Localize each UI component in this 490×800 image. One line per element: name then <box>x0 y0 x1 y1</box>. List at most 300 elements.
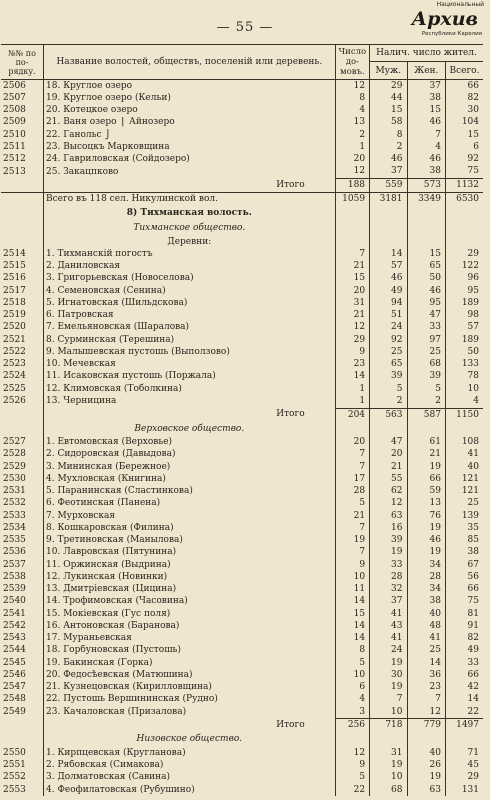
subsection-title: Верховское общество. <box>44 422 336 437</box>
total-count: 35 <box>445 522 483 534</box>
row-number: 2548 <box>3 694 26 705</box>
total-count: 75 <box>445 596 483 608</box>
blank-cell <box>407 422 445 437</box>
houses-count: 14 <box>335 371 369 383</box>
settlement-name: 5. Игнатовская (Шильдскова) <box>44 297 336 309</box>
total-count: 45 <box>445 760 483 772</box>
houses-count: 14 <box>335 620 369 632</box>
total-count: 81 <box>445 608 483 620</box>
subsection-title: Деревни: <box>44 236 336 248</box>
row-number: 2531 <box>3 486 26 497</box>
male-count: 39 <box>370 371 407 383</box>
houses-count: 6 <box>335 682 369 694</box>
settlement-name: 11. Исаковская пустошь (Поржала) <box>44 371 336 383</box>
total-count: 1150 <box>445 408 483 422</box>
total-count: 95 <box>445 285 483 297</box>
row-number: 2519 <box>3 310 26 321</box>
volost-total-label: Всего въ 118 сел. Никулинской вол. <box>44 193 336 207</box>
table-row <box>1 669 483 681</box>
table-row <box>1 682 483 694</box>
female-count: 41 <box>407 633 445 645</box>
male-count: 19 <box>370 682 407 694</box>
row-number: 2553 <box>3 784 26 795</box>
settlement-name: 24. Гавриловская (Сойдозеро) <box>44 154 336 166</box>
blank-cell <box>1 422 44 437</box>
row-number: 2537 <box>3 559 26 570</box>
table-row <box>1 395 483 408</box>
houses-count: 2 <box>335 129 369 141</box>
female-count: 95 <box>407 297 445 309</box>
total-count: 108 <box>445 437 483 449</box>
settlement-name: 15. Мокіевская (Гус поля) <box>44 608 336 620</box>
settlement-name: 19. Бакинская (Горка) <box>44 657 336 669</box>
houses-count: 5 <box>335 772 369 784</box>
row-number: 2527 <box>3 437 26 448</box>
houses-count: 4 <box>335 105 369 117</box>
male-count: 19 <box>370 547 407 559</box>
row-number: 2517 <box>3 285 26 296</box>
houses-count: 1 <box>335 141 369 153</box>
table-row <box>1 334 483 346</box>
houses-count: 20 <box>335 437 369 449</box>
male-count: 24 <box>370 322 407 334</box>
houses-count: 1059 <box>335 193 369 207</box>
female-count: 23 <box>407 682 445 694</box>
total-count: 30 <box>445 105 483 117</box>
total-count: 14 <box>445 694 483 706</box>
total-count: 133 <box>445 359 483 371</box>
female-count: 25 <box>407 645 445 657</box>
female-count: 46 <box>407 117 445 129</box>
female-count: 14 <box>407 657 445 669</box>
female-count: 76 <box>407 510 445 522</box>
male-count: 14 <box>370 248 407 260</box>
total-count: 49 <box>445 645 483 657</box>
table-row <box>1 571 483 583</box>
blank-cell <box>335 206 369 221</box>
subsection-title: Тихманское общество. <box>44 221 336 236</box>
settlement-name: 3. Мининская (Бережное) <box>44 461 336 473</box>
female-count: 66 <box>407 473 445 485</box>
total-count: 71 <box>445 747 483 759</box>
settlement-name: 11. Оржинская (Выдрина) <box>44 559 336 571</box>
blank-cell <box>1 221 44 236</box>
subtotal-label: Итого <box>44 179 336 193</box>
houses-count: 188 <box>335 179 369 193</box>
houses-count: 1 <box>335 395 369 408</box>
settlement-name: 12. Лукинская (Новинки) <box>44 571 336 583</box>
table-row <box>1 310 483 322</box>
female-count: 26 <box>407 760 445 772</box>
table-row <box>1 510 483 522</box>
total-count: 75 <box>445 166 483 179</box>
table-row <box>1 486 483 498</box>
houses-count: 22 <box>335 784 369 796</box>
houses-count: 8 <box>335 645 369 657</box>
total-count: 42 <box>445 682 483 694</box>
total-count: 82 <box>445 92 483 104</box>
settlement-name: 17. Мураньевская <box>44 633 336 645</box>
table-row <box>1 141 483 153</box>
houses-count: 17 <box>335 473 369 485</box>
row-number: 2549 <box>3 706 26 717</box>
table-row <box>1 383 483 395</box>
total-count: 6530 <box>445 193 483 207</box>
table-row <box>1 359 483 371</box>
blank-cell <box>445 206 483 221</box>
blank-cell <box>1 236 44 248</box>
male-count: 63 <box>370 510 407 522</box>
female-count: 59 <box>407 486 445 498</box>
section-heading <box>1 206 483 221</box>
row-number: 2533 <box>3 510 26 521</box>
row-number: 2526 <box>3 396 26 407</box>
female-count: 5 <box>407 383 445 395</box>
total-count: 78 <box>445 371 483 383</box>
male-count: 559 <box>370 179 407 193</box>
row-number: 2528 <box>3 449 26 460</box>
female-count: 36 <box>407 669 445 681</box>
female-count: 40 <box>407 608 445 620</box>
settlement-name: 23. Качаловская (Призалова) <box>44 706 336 719</box>
row-number: 2532 <box>3 498 26 509</box>
male-count: 41 <box>370 633 407 645</box>
male-count: 65 <box>370 359 407 371</box>
blank-cell <box>1 408 44 422</box>
female-count: 38 <box>407 166 445 179</box>
blank-cell <box>1 193 44 207</box>
table-row <box>1 371 483 383</box>
blank-cell <box>335 221 369 236</box>
row-number: 2540 <box>3 596 26 607</box>
table-row <box>1 657 483 669</box>
total-count: 56 <box>445 571 483 583</box>
houses-count: 12 <box>335 80 369 93</box>
female-count: 7 <box>407 129 445 141</box>
houses-count: 1 <box>335 383 369 395</box>
table-row <box>1 473 483 485</box>
male-count: 12 <box>370 498 407 510</box>
female-count: 38 <box>407 92 445 104</box>
settlement-name: 22. Пустошь Вершининская (Рудно) <box>44 694 336 706</box>
row-number: 2543 <box>3 633 26 644</box>
total-count: 1132 <box>445 179 483 193</box>
settlement-name: 4. Мухловская (Книгина) <box>44 473 336 485</box>
archive-logo-line1: Национальный <box>436 1 484 8</box>
female-count: 19 <box>407 547 445 559</box>
blank-cell <box>1 719 44 733</box>
female-count: 40 <box>407 747 445 759</box>
female-count: 28 <box>407 571 445 583</box>
houses-count: 21 <box>335 510 369 522</box>
male-count: 58 <box>370 117 407 129</box>
male-count: 37 <box>370 596 407 608</box>
subtotal-row <box>1 179 483 193</box>
female-count: 19 <box>407 522 445 534</box>
blank-cell <box>407 732 445 747</box>
male-count: 5 <box>370 383 407 395</box>
houses-count: 15 <box>335 273 369 285</box>
row-number: 2523 <box>3 359 26 370</box>
houses-count: 20 <box>335 285 369 297</box>
male-count: 46 <box>370 273 407 285</box>
houses-count: 7 <box>335 547 369 559</box>
subsection-heading <box>1 236 483 248</box>
houses-count: 23 <box>335 359 369 371</box>
table-row <box>1 248 483 260</box>
table-body <box>1 80 483 797</box>
table-row <box>1 522 483 534</box>
female-count: 587 <box>407 408 445 422</box>
male-count: 49 <box>370 285 407 297</box>
houses-count: 5 <box>335 657 369 669</box>
table-row <box>1 166 483 179</box>
total-count: 82 <box>445 633 483 645</box>
male-count: 39 <box>370 535 407 547</box>
total-count: 121 <box>445 486 483 498</box>
houses-count: 20 <box>335 154 369 166</box>
houses-count: 31 <box>335 297 369 309</box>
settlement-name: 14. Трофимовская (Часовина) <box>44 596 336 608</box>
female-count: 63 <box>407 784 445 796</box>
subsection-heading <box>1 732 483 747</box>
female-count: 779 <box>407 719 445 733</box>
header-name: Название волостей, обществъ, поселеній или деревень. <box>44 45 336 80</box>
header-male: Муж. <box>370 62 407 80</box>
male-count: 62 <box>370 486 407 498</box>
female-count: 37 <box>407 80 445 93</box>
male-count: 19 <box>370 657 407 669</box>
blank-cell <box>407 221 445 236</box>
female-count: 19 <box>407 772 445 784</box>
houses-count: 14 <box>335 633 369 645</box>
header-number: №№ по по- рядку. <box>1 45 44 80</box>
houses-count: 15 <box>335 608 369 620</box>
row-number: 2538 <box>3 571 26 582</box>
settlement-name: 8. Сурминская (Терешина) <box>44 334 336 346</box>
male-count: 2 <box>370 141 407 153</box>
settlement-name: 21. Ваня озеро ⎫ Айнозеро <box>44 117 336 129</box>
table-row <box>1 706 483 719</box>
houses-count: 7 <box>335 522 369 534</box>
subtotal-row <box>1 408 483 422</box>
row-number: 2547 <box>3 682 26 693</box>
blank-cell <box>370 221 407 236</box>
female-count: 13 <box>407 498 445 510</box>
male-count: 37 <box>370 166 407 179</box>
houses-count: 29 <box>335 334 369 346</box>
row-number: 2512 <box>3 154 26 165</box>
male-count: 31 <box>370 747 407 759</box>
settlement-name: 20. Федосѣевская (Матюшина) <box>44 669 336 681</box>
male-count: 20 <box>370 449 407 461</box>
table-row <box>1 784 483 796</box>
blank-cell <box>335 236 369 248</box>
table-row <box>1 694 483 706</box>
blank-cell <box>335 422 369 437</box>
row-number: 2520 <box>3 322 26 333</box>
female-count: 2 <box>407 395 445 408</box>
row-number: 2525 <box>3 383 26 394</box>
table-row <box>1 608 483 620</box>
houses-count: 10 <box>335 571 369 583</box>
section-title: 8) Тихманская волость. <box>44 206 336 221</box>
row-number: 2514 <box>3 248 26 259</box>
total-count: 139 <box>445 510 483 522</box>
table-row <box>1 461 483 473</box>
table-row <box>1 620 483 632</box>
male-count: 19 <box>370 760 407 772</box>
header-total: Всего. <box>445 62 483 80</box>
header-houses: Число до- мовъ. <box>335 45 369 80</box>
table-row <box>1 80 483 93</box>
female-count: 33 <box>407 322 445 334</box>
total-count: 66 <box>445 669 483 681</box>
header-population: Налич. число жител. <box>370 45 483 62</box>
settlement-name: 3. Григорьевская (Новоселова) <box>44 273 336 285</box>
settlement-name: 20. Котецкое озеро <box>44 105 336 117</box>
table-row <box>1 117 483 129</box>
female-count: 25 <box>407 346 445 358</box>
houses-count: 9 <box>335 346 369 358</box>
houses-count: 10 <box>335 669 369 681</box>
settlement-name: 2. Сидоровская (Давыдова) <box>44 449 336 461</box>
total-count: 38 <box>445 547 483 559</box>
settlement-name: 7. Мурховская <box>44 510 336 522</box>
row-number: 2509 <box>3 117 26 128</box>
blank-cell <box>370 206 407 221</box>
row-number: 2521 <box>3 334 26 345</box>
table-row <box>1 322 483 334</box>
settlement-name: 6. Феотинская (Панена) <box>44 498 336 510</box>
houses-count: 7 <box>335 461 369 473</box>
total-count: 6 <box>445 141 483 153</box>
table-row <box>1 261 483 273</box>
houses-count: 7 <box>335 248 369 260</box>
male-count: 43 <box>370 620 407 632</box>
settlement-name: 18. Горбуновская (Пустошь) <box>44 645 336 657</box>
table-row <box>1 535 483 547</box>
male-count: 47 <box>370 437 407 449</box>
female-count: 46 <box>407 535 445 547</box>
houses-count: 8 <box>335 92 369 104</box>
houses-count: 12 <box>335 166 369 179</box>
settlement-name: 1. Кирпцевская (Кругланова) <box>44 747 336 759</box>
blank-cell <box>407 206 445 221</box>
blank-cell <box>370 732 407 747</box>
total-count: 91 <box>445 620 483 632</box>
houses-count: 13 <box>335 117 369 129</box>
male-count: 57 <box>370 261 407 273</box>
blank-cell <box>1 179 44 193</box>
blank-cell <box>407 236 445 248</box>
houses-count: 19 <box>335 535 369 547</box>
female-count: 39 <box>407 371 445 383</box>
row-number: 2550 <box>3 747 26 758</box>
female-count: 573 <box>407 179 445 193</box>
total-count: 29 <box>445 772 483 784</box>
settlement-name: 4. Феофилатовская (Рубушино) <box>44 784 336 796</box>
row-number: 2511 <box>3 141 26 152</box>
settlement-name: 2. Рябовская (Симакова) <box>44 760 336 772</box>
blank-cell <box>445 422 483 437</box>
settlement-name: 5. Паранинская (Сластинкова) <box>44 486 336 498</box>
row-number: 2535 <box>3 535 26 546</box>
male-count: 10 <box>370 772 407 784</box>
houses-count: 7 <box>335 449 369 461</box>
settlement-name: 21. Кузнецовская (Кирилловщина) <box>44 682 336 694</box>
male-count: 2 <box>370 395 407 408</box>
row-number: 2522 <box>3 346 26 357</box>
total-count: 96 <box>445 273 483 285</box>
settlement-name: 25. Закацпково <box>44 166 336 179</box>
volost-total-row <box>1 193 483 207</box>
settlement-name: 23. Высоцкъ Марковщина <box>44 141 336 153</box>
female-count: 21 <box>407 449 445 461</box>
header-female: Жен. <box>407 62 445 80</box>
total-count: 57 <box>445 322 483 334</box>
female-count: 12 <box>407 706 445 719</box>
male-count: 32 <box>370 584 407 596</box>
male-count: 16 <box>370 522 407 534</box>
row-number: 2515 <box>3 261 26 272</box>
settlement-name: 4. Семеновская (Сенина) <box>44 285 336 297</box>
table-row <box>1 273 483 285</box>
row-number: 2541 <box>3 608 26 619</box>
subtotal-row <box>1 719 483 733</box>
row-number: 2551 <box>3 760 26 771</box>
table-row <box>1 633 483 645</box>
female-count: 34 <box>407 559 445 571</box>
table-row <box>1 584 483 596</box>
male-count: 33 <box>370 559 407 571</box>
settlement-name: 9. Малышевская пустошь (Выползово) <box>44 346 336 358</box>
subsection-title: Низовское общество. <box>44 732 336 747</box>
total-count: 10 <box>445 383 483 395</box>
male-count: 21 <box>370 461 407 473</box>
female-count: 50 <box>407 273 445 285</box>
male-count: 68 <box>370 784 407 796</box>
settlement-name: 9. Третиновская (Манылова) <box>44 535 336 547</box>
male-count: 46 <box>370 154 407 166</box>
houses-count: 9 <box>335 760 369 772</box>
total-count: 189 <box>445 297 483 309</box>
male-count: 41 <box>370 608 407 620</box>
total-count: 4 <box>445 395 483 408</box>
houses-count: 21 <box>335 310 369 322</box>
female-count: 7 <box>407 694 445 706</box>
table-row <box>1 154 483 166</box>
table-row <box>1 129 483 141</box>
male-count: 24 <box>370 645 407 657</box>
table-row <box>1 596 483 608</box>
total-count: 92 <box>445 154 483 166</box>
male-count: 8 <box>370 129 407 141</box>
row-number: 2534 <box>3 522 26 533</box>
male-count: 15 <box>370 105 407 117</box>
table-row <box>1 747 483 759</box>
houses-count: 14 <box>335 596 369 608</box>
blank-cell <box>445 732 483 747</box>
table-row <box>1 346 483 358</box>
female-count: 3349 <box>407 193 445 207</box>
settlement-name: 10. Лавровская (Пятунина) <box>44 547 336 559</box>
settlement-name: 12. Климовская (Тоболкина) <box>44 383 336 395</box>
female-count: 48 <box>407 620 445 632</box>
houses-count: 12 <box>335 322 369 334</box>
female-count: 19 <box>407 461 445 473</box>
row-number: 2539 <box>3 584 26 595</box>
